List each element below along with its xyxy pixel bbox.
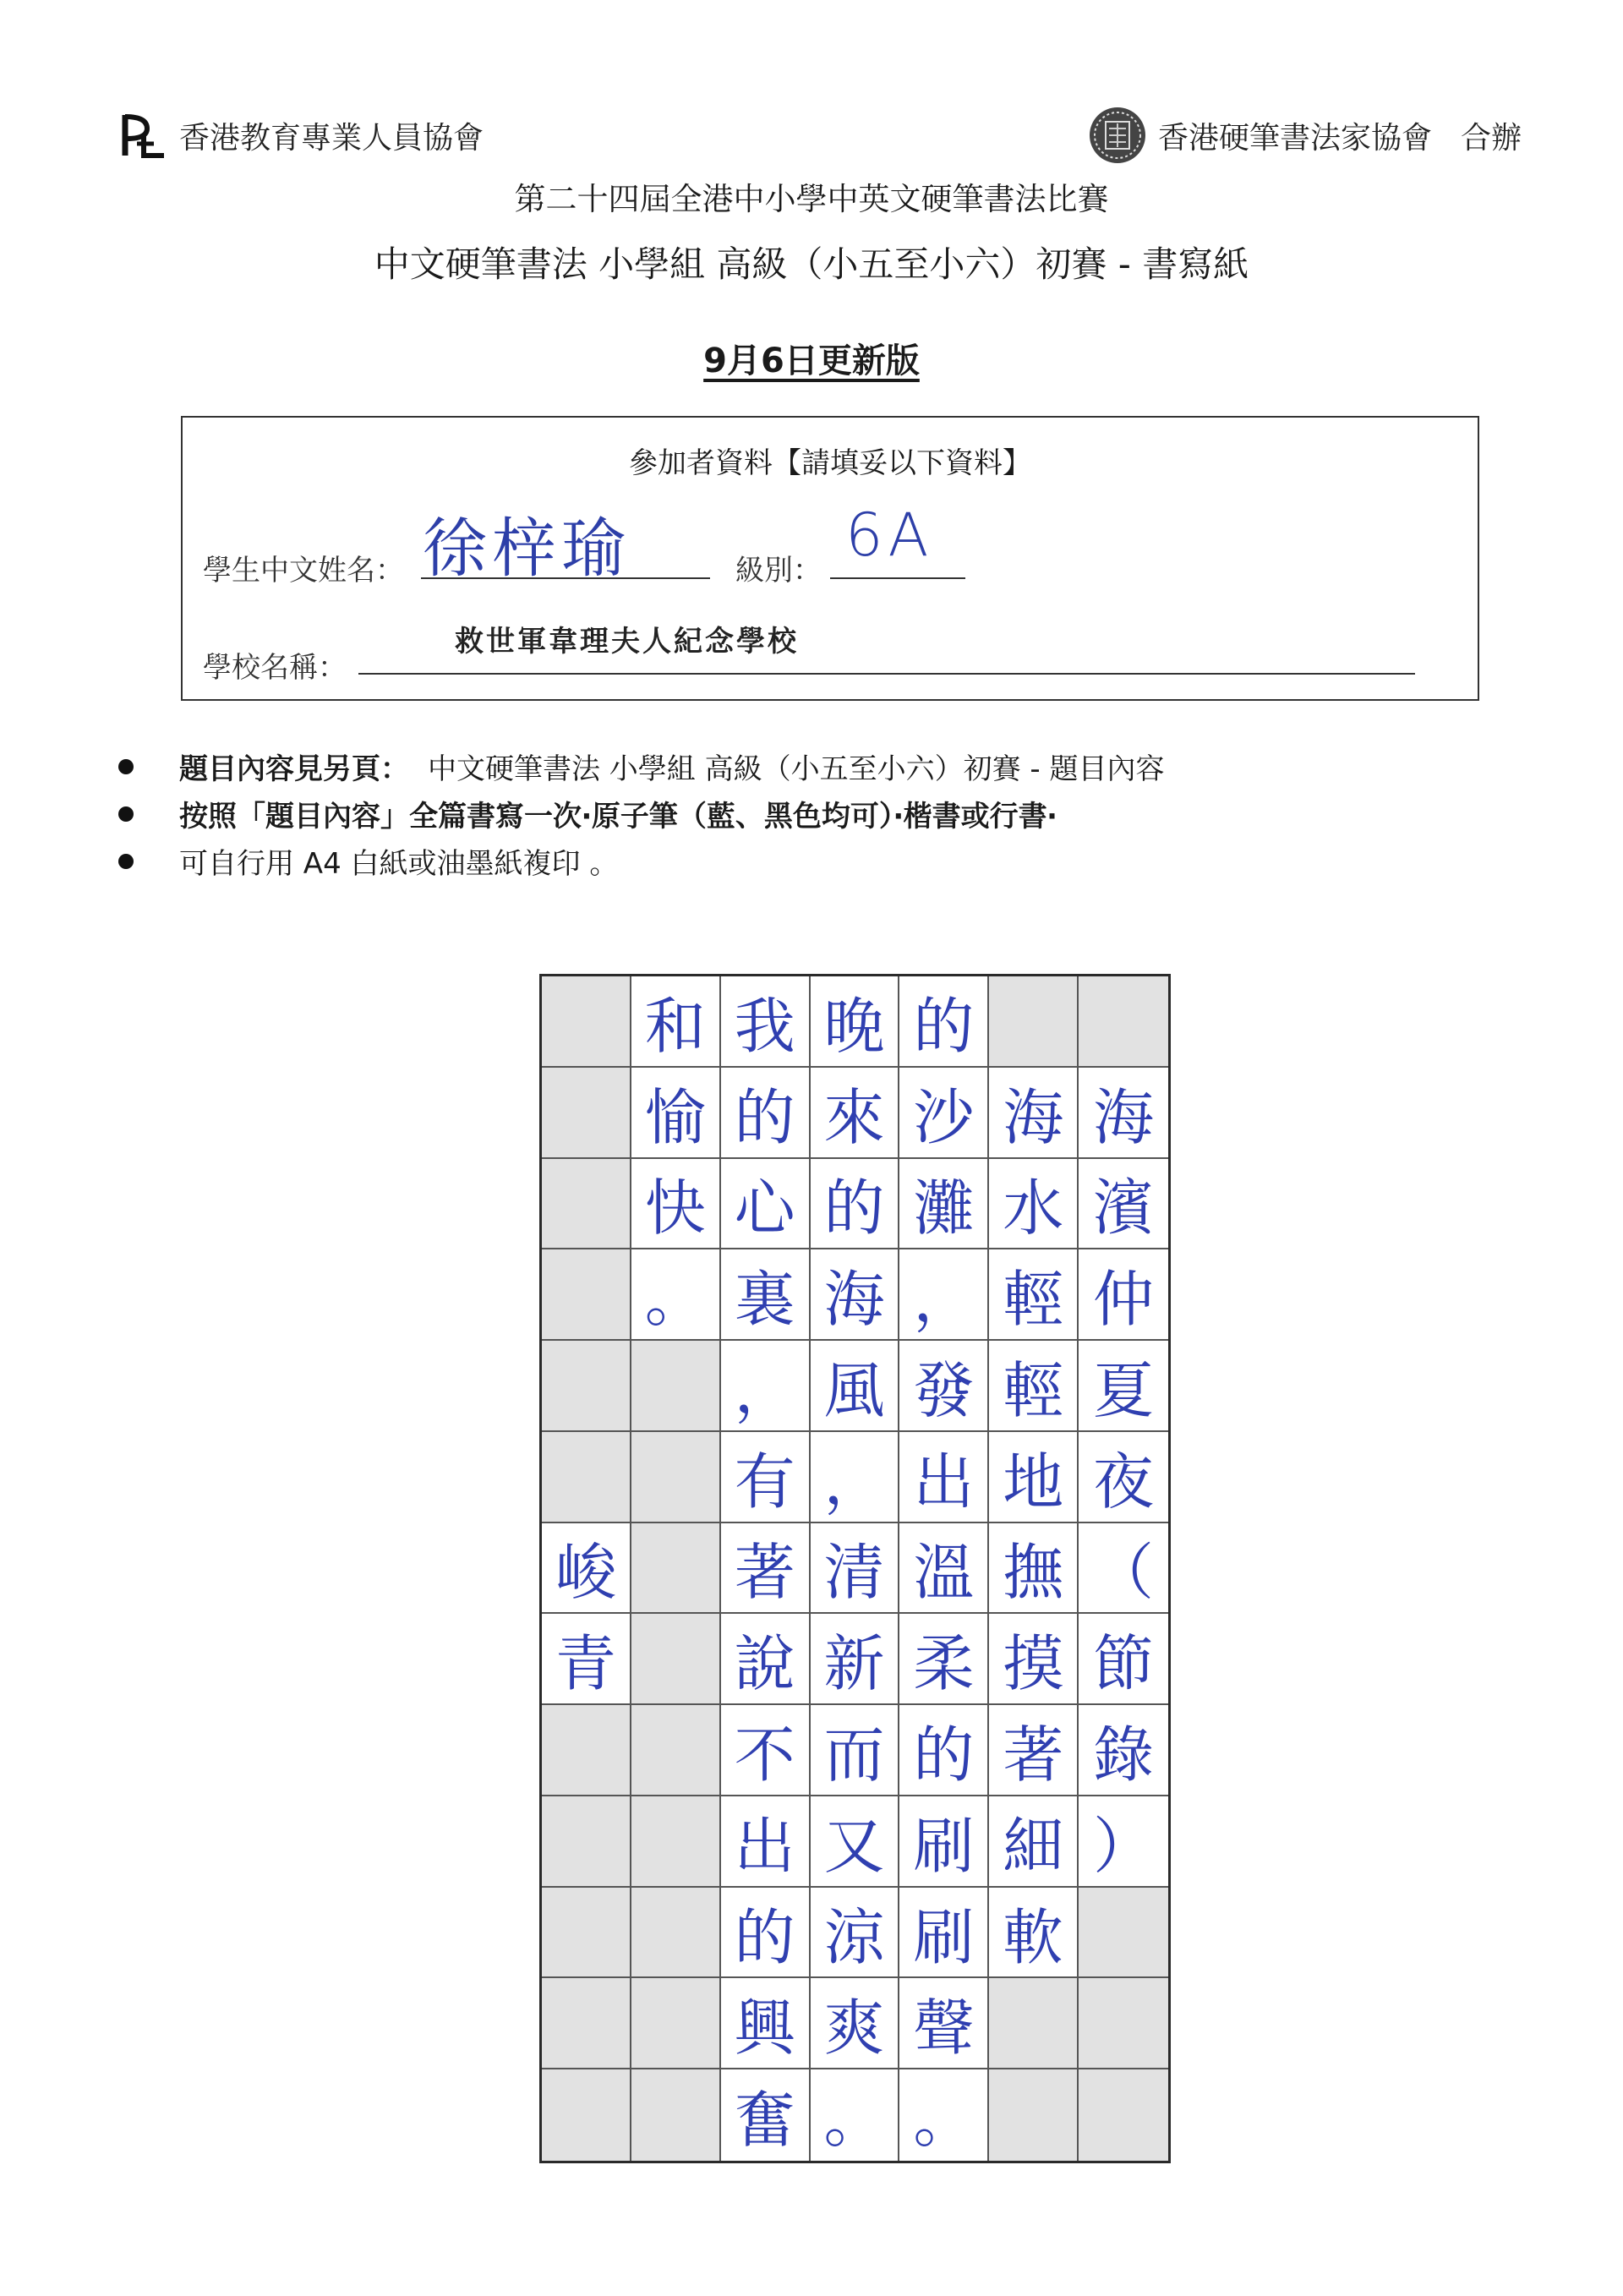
grid-cell: 新 <box>811 1614 900 1705</box>
instruction-1-strong: 題目內容見另頁： <box>179 752 409 786</box>
grid-cell: 的 <box>899 1705 989 1796</box>
grid-cell: ， <box>899 1249 989 1341</box>
left-organizer <box>118 110 484 161</box>
school-value[interactable]: 救世軍韋理夫人紀念學校 <box>455 625 799 659</box>
grid-cell <box>542 1432 631 1523</box>
school-underline <box>358 673 1415 675</box>
grid-cell <box>989 1978 1079 2069</box>
grid-cell: 細 <box>989 1796 1079 1888</box>
grid-cell <box>631 1705 721 1796</box>
grid-cell: 風 <box>811 1341 900 1432</box>
grid-cell: 興 <box>721 1978 811 2069</box>
grid-cell: 奮 <box>721 2069 811 2161</box>
instruction-2 <box>118 793 1057 834</box>
grid-cell: 青 <box>542 1614 631 1705</box>
grid-cell: 發 <box>899 1341 989 1432</box>
grid-cell: 水 <box>989 1159 1079 1250</box>
competition-title: 第二十四屆全港中小學中英文硬筆書法比賽 <box>514 181 1109 217</box>
grid-cell <box>542 1796 631 1888</box>
grid-cell: 錄 <box>1079 1705 1168 1796</box>
grid-cell: 愉 <box>631 1068 721 1159</box>
grid-cell <box>631 1888 721 1979</box>
grid-cell: 清 <box>811 1523 900 1615</box>
grid-cell: 沙 <box>899 1068 989 1159</box>
grid-cell <box>542 1249 631 1341</box>
grid-cell: 又 <box>811 1796 900 1888</box>
grid-cell: 快 <box>631 1159 721 1250</box>
grid-cell <box>631 1978 721 2069</box>
grid-cell: 裏 <box>721 1249 811 1341</box>
grid-cell <box>542 1341 631 1432</box>
grid-cell: 心 <box>721 1159 811 1250</box>
grid-cell: ， <box>811 1432 900 1523</box>
right-organizer <box>1087 110 1522 161</box>
grid-cell: 刷 <box>899 1888 989 1979</box>
class-value[interactable]: 6A <box>845 500 934 570</box>
grid-cell: 輕 <box>989 1341 1079 1432</box>
grid-cell: 說 <box>721 1614 811 1705</box>
grid-cell: 溫 <box>899 1523 989 1615</box>
grid-cell: ， <box>721 1341 811 1432</box>
grid-cell: 爽 <box>811 1978 900 2069</box>
grid-cell <box>542 1159 631 1250</box>
instruction-1 <box>118 746 1165 787</box>
grid-cell: 節 <box>1079 1614 1168 1705</box>
version-label <box>0 334 1623 382</box>
grid-cell: 刷 <box>899 1796 989 1888</box>
grid-cell: 柔 <box>899 1614 989 1705</box>
grid-cell: 出 <box>899 1432 989 1523</box>
bullet-icon <box>118 806 134 822</box>
school-label: 學校名稱： <box>203 651 347 685</box>
instruction-3 <box>118 840 618 882</box>
grid-cell: 濱 <box>1079 1159 1168 1250</box>
grid-cell: 的 <box>811 1159 900 1250</box>
grid-cell: 夏 <box>1079 1341 1168 1432</box>
left-organizer-name: 香港教育專業人員協會 <box>179 120 484 156</box>
grid-cell <box>989 976 1079 1068</box>
grid-cell <box>631 1796 721 1888</box>
right-organizer-name: 香港硬筆書法家協會 <box>1157 120 1432 156</box>
grid-cell: 地 <box>989 1432 1079 1523</box>
grid-cell: 晚 <box>811 976 900 1068</box>
grid-cell <box>631 1523 721 1615</box>
grid-cell: 不 <box>721 1705 811 1796</box>
grid-cell: 海 <box>1079 1068 1168 1159</box>
grid-cell <box>542 1978 631 2069</box>
grid-cell: 。 <box>899 2069 989 2161</box>
category-title: 中文硬筆書法 小學組 高級（小五至小六）初賽 - 書寫紙 <box>374 243 1249 285</box>
version-text: 9月6日更新版 <box>703 342 920 380</box>
grid-cell: 有 <box>721 1432 811 1523</box>
grid-cell: 海 <box>811 1249 900 1341</box>
hkpta-logo-icon <box>118 110 169 161</box>
name-value[interactable]: 徐梓瑜 <box>423 511 631 586</box>
class-label: 級別： <box>735 554 822 588</box>
grid-cell <box>631 1432 721 1523</box>
name-label: 學生中文姓名： <box>203 554 404 588</box>
grid-cell: （ <box>1079 1523 1168 1615</box>
grid-cell: 出 <box>721 1796 811 1888</box>
grid-cell: 撫 <box>989 1523 1079 1615</box>
grid-cell: 仲 <box>1079 1249 1168 1341</box>
grid-cell: 峻 <box>542 1523 631 1615</box>
instruction-1-text: 中文硬筆書法 小學組 高級（小五至小六）初賽 - 題目內容 <box>428 752 1165 786</box>
grid-cell <box>631 1614 721 1705</box>
participant-info-heading: 參加者資料【請填妥以下資料】 <box>629 446 1031 480</box>
grid-cell <box>542 2069 631 2161</box>
grid-cell <box>1079 1978 1168 2069</box>
grid-cell: 著 <box>989 1705 1079 1796</box>
grid-cell: 。 <box>811 2069 900 2161</box>
grid-cell: 的 <box>721 1888 811 1979</box>
grid-cell <box>631 2069 721 2161</box>
grid-cell <box>1079 1888 1168 1979</box>
grid-cell <box>631 1341 721 1432</box>
grid-cell <box>989 2069 1079 2161</box>
grid-cell: 我 <box>721 976 811 1068</box>
grid-cell: 而 <box>811 1705 900 1796</box>
writing-grid <box>539 974 1171 2163</box>
bullet-icon <box>118 854 134 869</box>
calligraphy-seal-icon <box>1087 105 1148 166</box>
grid-cell: 聲 <box>899 1978 989 2069</box>
grid-cell <box>542 1068 631 1159</box>
grid-cell: 來 <box>811 1068 900 1159</box>
grid-cell: 摸 <box>989 1614 1079 1705</box>
grid-cell: 灘 <box>899 1159 989 1250</box>
grid-cell: ） <box>1079 1796 1168 1888</box>
grid-cell: 著 <box>721 1523 811 1615</box>
grid-cell: 的 <box>899 976 989 1068</box>
grid-cell <box>1079 976 1168 1068</box>
bullet-icon <box>118 759 134 774</box>
grid-cell: 輕 <box>989 1249 1079 1341</box>
grid-cell <box>542 976 631 1068</box>
class-underline <box>830 577 965 579</box>
grid-cell: 的 <box>721 1068 811 1159</box>
grid-cell <box>1079 2069 1168 2161</box>
grid-cell: 海 <box>989 1068 1079 1159</box>
grid-cell: 軟 <box>989 1888 1079 1979</box>
grid-cell <box>542 1888 631 1979</box>
grid-cell: 夜 <box>1079 1432 1168 1523</box>
grid-cell: 涼 <box>811 1888 900 1979</box>
grid-cell: 。 <box>631 1249 721 1341</box>
instruction-3-text: 可自行用 A4 白紙或油墨紙複印 。 <box>179 847 619 881</box>
co-organize-label: 合辦 <box>1460 120 1522 156</box>
grid-cell <box>542 1705 631 1796</box>
grid-cell: 和 <box>631 976 721 1068</box>
instruction-2-text: 按照「題目內容」全篇書寫一次‧原子筆（藍、黑色均可）‧楷書或行書‧ <box>179 800 1057 834</box>
